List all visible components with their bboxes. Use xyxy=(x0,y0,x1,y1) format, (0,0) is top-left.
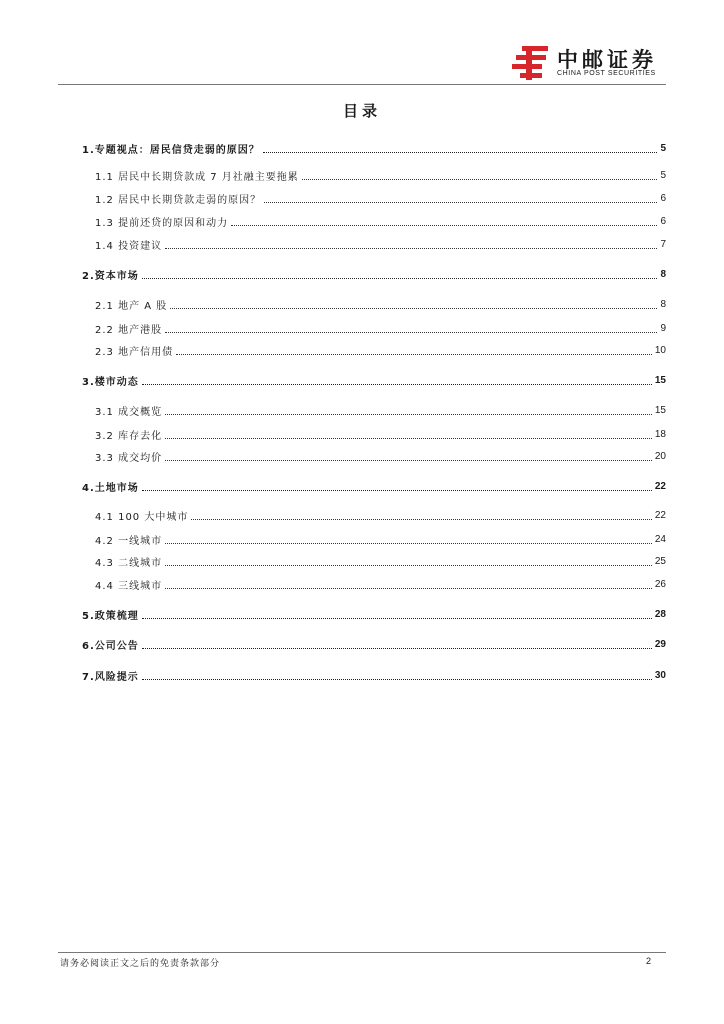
toc-entry-title: 1.3 提前还贷的原因和动力 xyxy=(95,217,229,229)
toc-entry-page: 8 xyxy=(660,298,666,310)
toc-leader-dots xyxy=(165,248,657,249)
toc-entry-title: 4.2 一线城市 xyxy=(95,535,163,547)
toc-entry-page: 6 xyxy=(660,215,666,227)
toc-leader-dots xyxy=(165,543,652,544)
toc-subsection-link[interactable] xyxy=(95,318,666,338)
logo-english-name: CHINA POST SECURITIES xyxy=(557,70,656,77)
toc-entry-title: 3.楼市动态 xyxy=(82,376,139,388)
company-logo xyxy=(512,44,672,84)
toc-entry-title: 3.3 成交均价 xyxy=(95,452,163,464)
toc-section-link[interactable] xyxy=(82,665,666,685)
toc-section-link[interactable] xyxy=(82,370,666,390)
toc-subsection-link[interactable] xyxy=(95,574,666,594)
toc-leader-dots xyxy=(264,202,657,203)
toc-entry-title: 4.1 100 大中城市 xyxy=(95,511,189,523)
toc-entry-page: 7 xyxy=(660,238,666,250)
toc-leader-dots xyxy=(170,308,657,309)
toc-subsection-link[interactable] xyxy=(95,551,666,571)
toc-leader-dots xyxy=(176,354,652,355)
toc-entry-page: 15 xyxy=(654,374,666,386)
toc-subsection-link[interactable] xyxy=(95,211,666,231)
toc-leader-dots xyxy=(263,152,658,153)
toc-entry-title: 5.政策梳理 xyxy=(82,610,139,622)
toc-subsection-link[interactable] xyxy=(95,294,666,314)
toc-entry-page: 26 xyxy=(654,578,666,590)
toc-section-link[interactable] xyxy=(82,634,666,654)
toc-leader-dots xyxy=(142,618,652,619)
toc-entry-title: 2.3 地产信用债 xyxy=(95,346,174,358)
toc-entry-title: 1.4 投资建议 xyxy=(95,240,163,252)
toc-leader-dots xyxy=(165,438,652,439)
toc-subsection-link[interactable] xyxy=(95,234,666,254)
toc-entry-title: 3.1 成交概览 xyxy=(95,406,163,418)
toc-entry-page: 25 xyxy=(654,555,666,567)
toc-entry-title: 1.1 居民中长期贷款成 7 月社融主要拖累 xyxy=(95,171,299,183)
toc-entry-title: 6.公司公告 xyxy=(82,640,139,652)
toc-subsection-link[interactable] xyxy=(95,505,666,525)
toc-entry-page: 24 xyxy=(654,533,666,545)
toc-entry-page: 22 xyxy=(654,480,666,492)
toc-entry-page: 28 xyxy=(654,608,666,620)
disclaimer-note: 请务必阅读正文之后的免责条款部分 xyxy=(60,959,221,969)
toc-leader-dots xyxy=(142,278,658,279)
toc-section-link[interactable] xyxy=(82,138,666,158)
toc-entry-page: 18 xyxy=(654,428,666,440)
toc-leader-dots xyxy=(142,648,652,649)
toc-entry-page: 29 xyxy=(654,638,666,650)
toc-subsection-link[interactable] xyxy=(95,340,666,360)
toc-leader-dots xyxy=(191,519,652,520)
toc-entry-title: 1.专题视点：居民信贷走弱的原因？ xyxy=(82,144,260,156)
toc-subsection-link[interactable] xyxy=(95,424,666,444)
toc-entry-title: 4.4 三线城市 xyxy=(95,580,163,592)
toc-entry-title: 1.2 居民中长期贷款走弱的原因？ xyxy=(95,194,262,206)
toc-leader-dots xyxy=(142,679,652,680)
toc-entry-page: 30 xyxy=(654,669,666,681)
toc-subsection-link[interactable] xyxy=(95,446,666,466)
toc-leader-dots xyxy=(165,414,652,415)
toc-leader-dots xyxy=(302,179,658,180)
logo-chinese-name: 中邮证券 xyxy=(557,48,657,72)
toc-entry-page: 5 xyxy=(660,169,666,181)
toc-leader-dots xyxy=(142,384,652,385)
toc-entry-page: 6 xyxy=(660,192,666,204)
header-divider xyxy=(58,84,666,85)
toc-entry-title: 4.土地市场 xyxy=(82,482,139,494)
page-number: 2 xyxy=(646,956,652,966)
toc-entry-title: 3.2 库存去化 xyxy=(95,430,163,442)
toc-subsection-link[interactable] xyxy=(95,529,666,549)
toc-leader-dots xyxy=(165,565,652,566)
page-header xyxy=(0,0,724,88)
toc-entry-page: 20 xyxy=(654,450,666,462)
toc-entry-page: 22 xyxy=(654,509,666,521)
toc-leader-dots xyxy=(165,588,652,589)
toc-entry-title: 7.风险提示 xyxy=(82,671,139,683)
toc-entry-page: 15 xyxy=(654,404,666,416)
toc-leader-dots xyxy=(142,490,652,491)
toc-entry-title: 2.1 地产 A 股 xyxy=(95,300,168,312)
toc-entry-title: 2.2 地产港股 xyxy=(95,324,163,336)
footer-divider xyxy=(58,952,666,953)
toc-subsection-link[interactable] xyxy=(95,165,666,185)
toc-section-link[interactable] xyxy=(82,604,666,624)
toc-subsection-link[interactable] xyxy=(95,400,666,420)
toc-entry-title: 2.资本市场 xyxy=(82,270,139,282)
toc-section-link[interactable] xyxy=(82,264,666,284)
toc-leader-dots xyxy=(165,332,657,333)
china-post-logo-icon xyxy=(512,44,552,82)
toc-leader-dots xyxy=(231,225,657,226)
toc-section-link[interactable] xyxy=(82,476,666,496)
toc-entry-page: 10 xyxy=(654,344,666,356)
toc-title: 目录 xyxy=(342,102,381,120)
toc-entry-title: 4.3 二线城市 xyxy=(95,557,163,569)
toc-subsection-link[interactable] xyxy=(95,188,666,208)
toc-entry-page: 5 xyxy=(660,142,666,154)
toc-leader-dots xyxy=(165,460,652,461)
toc-entry-page: 9 xyxy=(660,322,666,334)
toc-entry-page: 8 xyxy=(660,268,666,280)
